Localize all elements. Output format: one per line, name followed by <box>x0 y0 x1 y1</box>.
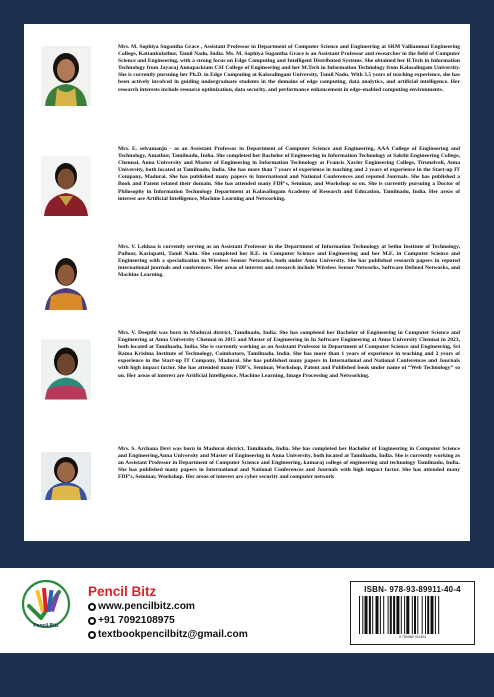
author-photo-5 <box>41 452 91 500</box>
barcode-bar <box>422 596 423 634</box>
barcode-bar <box>406 596 409 634</box>
phone-link[interactable] <box>88 615 175 626</box>
barcode-bar <box>425 596 426 634</box>
author-bios-panel <box>24 24 470 541</box>
logo-caption: Pencil Bitz <box>33 623 59 629</box>
barcode-bar <box>393 596 395 634</box>
barcode-bar <box>388 596 389 634</box>
author-bio-1: Mrs. M. Sophiya Sugantha Grace , Assistant Professor in Department of Computer Science and Engineering at SRM Valliammai Engineering College, Kattankulathur, Tamil Nadu, India. Ms. M. Sophiya Sugantha Grace is an Assistant Professor and researcher in the field of Computer Science and Engineering, with a strong focus on Edge Computing and Intelligent Distributed Systems. She obtained her B.Tech in Information Technology from Jayaraj Annapackiam CSI College of Engineering and her M.Tech in Information Technology from Kalasalingam University. She is currently pursuing her Ph.D. in Edge Computing at Kalasalingam University, Tamil Nadu. With 3.5 years of teaching experience, she has been actively involved in guiding undergraduate students in the domains of edge computing, data analytics, and artificial intelligence. Her research interests include resource optimization, data security, and performance enhancement in edge-enabled computing environments. <box>118 44 460 93</box>
barcode-bar <box>435 596 436 634</box>
barcode-bar <box>390 596 392 634</box>
publisher-footer <box>0 568 494 653</box>
author-bio-5: Mrs. S. Archana Devi was born in Madurai district, Tamilnadu, India. She has completed her Bachelor of Engineering in Computer Science and Engineering,Anna University and Master of Engineering in Anna University, both located at Tamilnadu, India. She is currently working as an Assistant Professor in Department of Computer Science and Engineering, kamaraj college of engineering and technology Tamilnadu, India. She has published many papers in International and National Conferences and Journals with high impact factor. She has attended many FDP's, Seminar, Workshop. Her areas of interest are cyber security and computer network <box>118 446 460 481</box>
author-photo-4 <box>41 338 91 401</box>
mail-icon <box>88 631 96 639</box>
barcode-bar <box>372 596 373 634</box>
barcode-bar <box>401 596 402 634</box>
author-bio-3: Mrs. V. Lekhaa is currently serving as an Assistant Professor in the Department of Information Technology at Sethu Institute of Technology, Pulloor, Kariapatti, Tamil Nadu. She completed her B.E. in Computer Science and Engineering and her M.E. in Computer Science and Engineering with a specialization in Wireless Sensor Networks, both under Anna University. She has published research papers in reputed international journals and conferences. Her areas of interest and research include Wireless Sensor Networks, Software Defined Networks, and Machine Learning. <box>118 244 460 279</box>
barcode-bar <box>414 596 416 634</box>
barcode-bar <box>365 596 368 634</box>
barcode-bar <box>369 596 371 634</box>
email-text: textbookpencilbitz@gmail.com <box>98 629 248 640</box>
email-link[interactable] <box>88 629 248 640</box>
barcode-bar <box>431 596 434 634</box>
barcode-digits: 9 789389 911404 <box>399 635 426 639</box>
author-bio-4: Mrs. V. Deepthi was born in Madurai district, Tamilnadu, India. She has completed her Bachelor of Engineering in Computer Science and Engineering at Anna University Chennai in 2015 and Master of Engineering in In Software Engineering at Anna University Chennai in 2023, both located at Tamilnadu, India. She is currently working as an Assistant Professor in Department of Computer Science and Engineering, Sri Rama Krishna Institute of Technology, Coimbatore, Tamilnadu, India. She has more than 1 years of experience in teaching and 2 years of experience in the Start-up IT Company, Madurai. She has published many papers in International and National Conferences and Journals with high impact factor. She has attended many FDP's, Seminar, Workshop, Patent and Published book under name of “Web Technology” so on. Her areas of interest are Artificial Intelligence, Machine Learning, Image Processing and Networking. <box>118 330 460 379</box>
barcode-bar <box>383 596 384 634</box>
author-photo-3 <box>41 250 91 310</box>
barcode-bar <box>417 596 418 634</box>
barcode-bar <box>427 596 429 634</box>
phone-icon <box>88 617 96 625</box>
website-text: www.pencilbitz.com <box>98 601 195 612</box>
pencil-bitz-logo <box>21 578 71 640</box>
barcode-bar <box>404 596 405 634</box>
isbn-label: ISBN- 978-93-89911-40-4 <box>364 585 461 594</box>
isbn-barcode-box <box>350 581 475 645</box>
barcode-bar <box>396 596 399 634</box>
globe-icon <box>88 603 96 611</box>
barcode-bar <box>412 596 413 634</box>
phone-text: +91 7092108975 <box>98 615 175 626</box>
author-photo-1 <box>41 46 91 106</box>
barcode-bar <box>376 596 379 634</box>
barcode-bar <box>380 596 381 634</box>
website-link[interactable] <box>88 601 195 612</box>
author-photo-2 <box>41 156 91 216</box>
barcode <box>359 596 466 634</box>
barcode-bar <box>438 596 439 634</box>
barcode-bar <box>359 596 360 634</box>
author-bio-2: Mrs. E. selvamanju - as an Assistant Professor in Department of Computer Science and Engineering, AAA College of Engineering and Technology, Amathur, Tamilnadu, India. She completed her Bachelor of Engineering in Information Technology at Sakthi Engineering College, Chennai, Anna University and Master of Engineering in Information Technology at Francis Xavier Engineering College, Tirunelveli, Anna University, both located at Tamilnadu, India. She has more than 7 years of experience in teaching and 2 years of experience in the Start-up IT Company, Madurai. She has published many papers in International and National Conferences and reputed Journals. She has published a Book and Patent related their domain. She has attended many FDP's, Seminar, and Workshop so on. She is currently pursuing a Doctor of Philosophy in Information Technology Department at Kalasalingam Academy of Research and Education, Tamilnadu, India. Her areas of interest are Artificial Intelligence, Machine Learning and Networking. <box>118 146 460 202</box>
publisher-name: Pencil Bitz <box>88 584 157 599</box>
barcode-bar <box>362 596 363 634</box>
